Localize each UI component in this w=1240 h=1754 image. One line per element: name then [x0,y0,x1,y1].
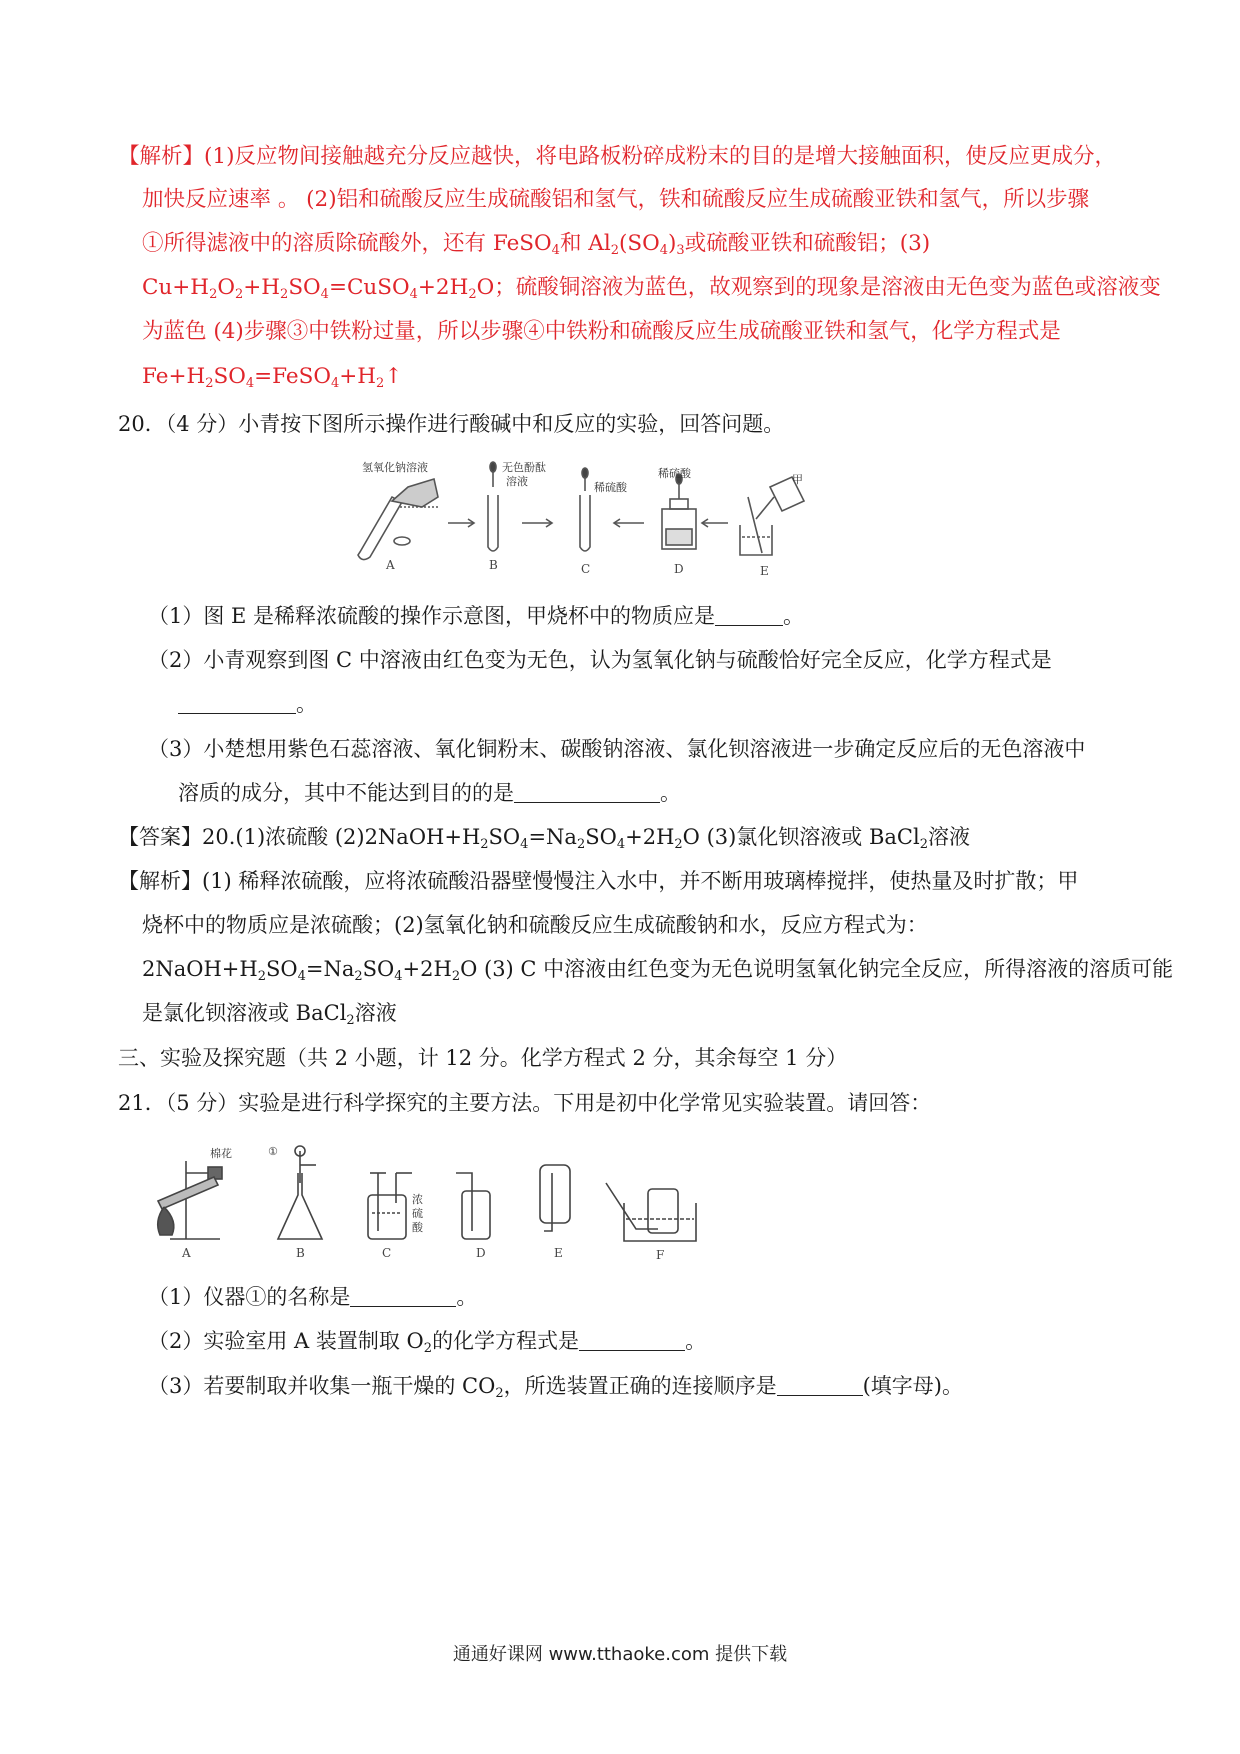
q21-part-1: （1）仪器①的名称是 。 [148,1285,478,1309]
analysis-19-line-4: $Cu+H_2O_2+H_2SO_4=CuSO_4+2H_2O$；硫酸铜溶液为蓝色，故观察到的现象是溶液由无色变为蓝色或溶液变 [142,275,1161,302]
fig21-label-a: A [182,1246,191,1260]
label-acid-d: 稀硫酸 [658,467,691,480]
answer-blank[interactable] [178,691,296,714]
fig21-label-c: C [382,1246,392,1260]
q20-part-2-blank-line: 。 [178,689,317,719]
analysis-tag: 【解析】 [118,144,205,169]
q21-part-3: （3）若要制取并收集一瓶干燥的 $CO_2$，所选装置正确的连接顺序是 (填字母)。 [148,1374,963,1401]
q20-stem: 20．（4 分）小青按下图所示操作进行酸碱中和反应的实验，回答问题。 [118,412,785,436]
q20-analysis-line-4: 是氯化钡溶液或 BaCl$_2$溶液 [142,1001,397,1028]
analysis-19-line-5: 为蓝色 (4)步骤③中铁粉过量，所以步骤④中铁粉和硫酸反应生成硫酸亚铁和氢气，化学方程式是 [142,319,1061,344]
label-conc-2: 硫 [412,1207,423,1220]
label-jia: 甲 [792,473,803,486]
answer-blank[interactable] [579,1328,685,1351]
answer-blank[interactable] [350,1284,456,1307]
label-acid-c: 稀硫酸 [594,481,627,494]
label-cotton: 棉花 [210,1147,232,1160]
q20-part-2: （2）小青观察到图 C 中溶液由红色变为无色，认为氢氧化钠与硫酸恰好完全反应，化学方程式是 [148,648,1052,672]
fig21-label-b: B [296,1246,305,1260]
analysis-19-line-3: ①所得滤液中的溶质除硫酸外，还有 FeSO$_4$和 $Al_2(SO_4)_3$或硫酸亚铁和硫酸铝；(3) [142,231,931,258]
q21-stem: 21．（5 分）实验是进行科学探究的主要方法。下用是初中化学常见实验装置。请回答： [118,1091,932,1115]
fig-label-b: B [489,558,498,572]
analysis-19-line-2: 加快反应速率 。 (2)铝和硫酸反应生成硫酸铝和氢气，铁和硫酸反应生成硫酸亚铁和氢气，所以步骤 [142,187,1090,212]
answer-blank[interactable] [715,603,783,626]
q20-part-3: （3）小楚想用紫色石蕊溶液、氧化铜粉末、碳酸钠溶液、氯化钡溶液进一步确定反应后的无色溶液中 [148,737,1086,761]
label-phenol-2: 溶液 [506,475,528,488]
q20-analysis-line-1: 【解析】(1) 稀释浓硫酸，应将浓硫酸沿器壁慢慢注入水中，并不断用玻璃棒搅拌，使热量及时扩散；甲 [118,869,1079,893]
fig-label-d: D [674,562,684,576]
label-phenol-1: 无色酚酞 [502,461,546,474]
q20-part-1: （1）图 E 是稀释浓硫酸的操作示意图，甲烧杯中的物质应是 。 [148,604,805,628]
analysis-text: (1)反应物间接触越充分反应越快，将电路板粉碎成粉末的目的是增大接触面积，使反应更成分， [204,144,1116,169]
analysis-19-line-1 [118,142,1116,172]
analysis-19-line-6: $Fe+H_2SO_4=FeSO_4+H_2↑$ [142,364,403,391]
fig21-label-f: F [656,1248,665,1262]
q21-figure [150,1143,710,1263]
fig-label-a: A [386,558,395,572]
fig-label-c: C [581,562,591,576]
label-naoh: 氢氧化钠溶液 [362,461,428,474]
q20-answer: 【答案】20.(1)浓硫酸 $(2)2NaOH+H_2SO_4=Na_2SO_4+2H_2O$ (3)氯化钡溶液或 BaCl$_2$溶液 [118,825,971,852]
fig-label-e: E [760,564,769,577]
fig21-label-d: D [476,1246,486,1260]
answer-blank[interactable] [514,780,660,803]
label-conc-3: 酸 [412,1221,423,1234]
q20-analysis-line-2: 烧杯中的物质应是浓硫酸；(2)氢氧化钠和硫酸反应生成硫酸钠和水，反应方程式为： [142,913,928,937]
answer-blank[interactable] [777,1373,863,1396]
label-instrument-1: ① [268,1145,278,1158]
q20-figure [352,457,812,577]
q21-part-2: （2）实验室用 A 装置制取 $O_2$的化学方程式是 。 [148,1329,707,1356]
section-3-heading: 三、实验及探究题（共 2 小题，计 12 分。化学方程式 2 分，其余每空 1 分） [118,1046,848,1070]
q20-analysis-line-3: $2NaOH+H_2SO_4=Na_2SO_4+2H_2O$ (3) C 中溶液由红色变为无色说明氢氧化钠完全反应，所得溶液的溶质可能 [142,957,1174,984]
label-conc-1: 浓 [412,1193,423,1206]
q20-part-3-cont: 溶质的成分，其中不能达到目的的是 。 [178,781,681,805]
page-footer[interactable]: 通通好课网 www.tthaoke.com 提供下载 [452,1644,788,1665]
fig21-label-e: E [554,1246,563,1260]
